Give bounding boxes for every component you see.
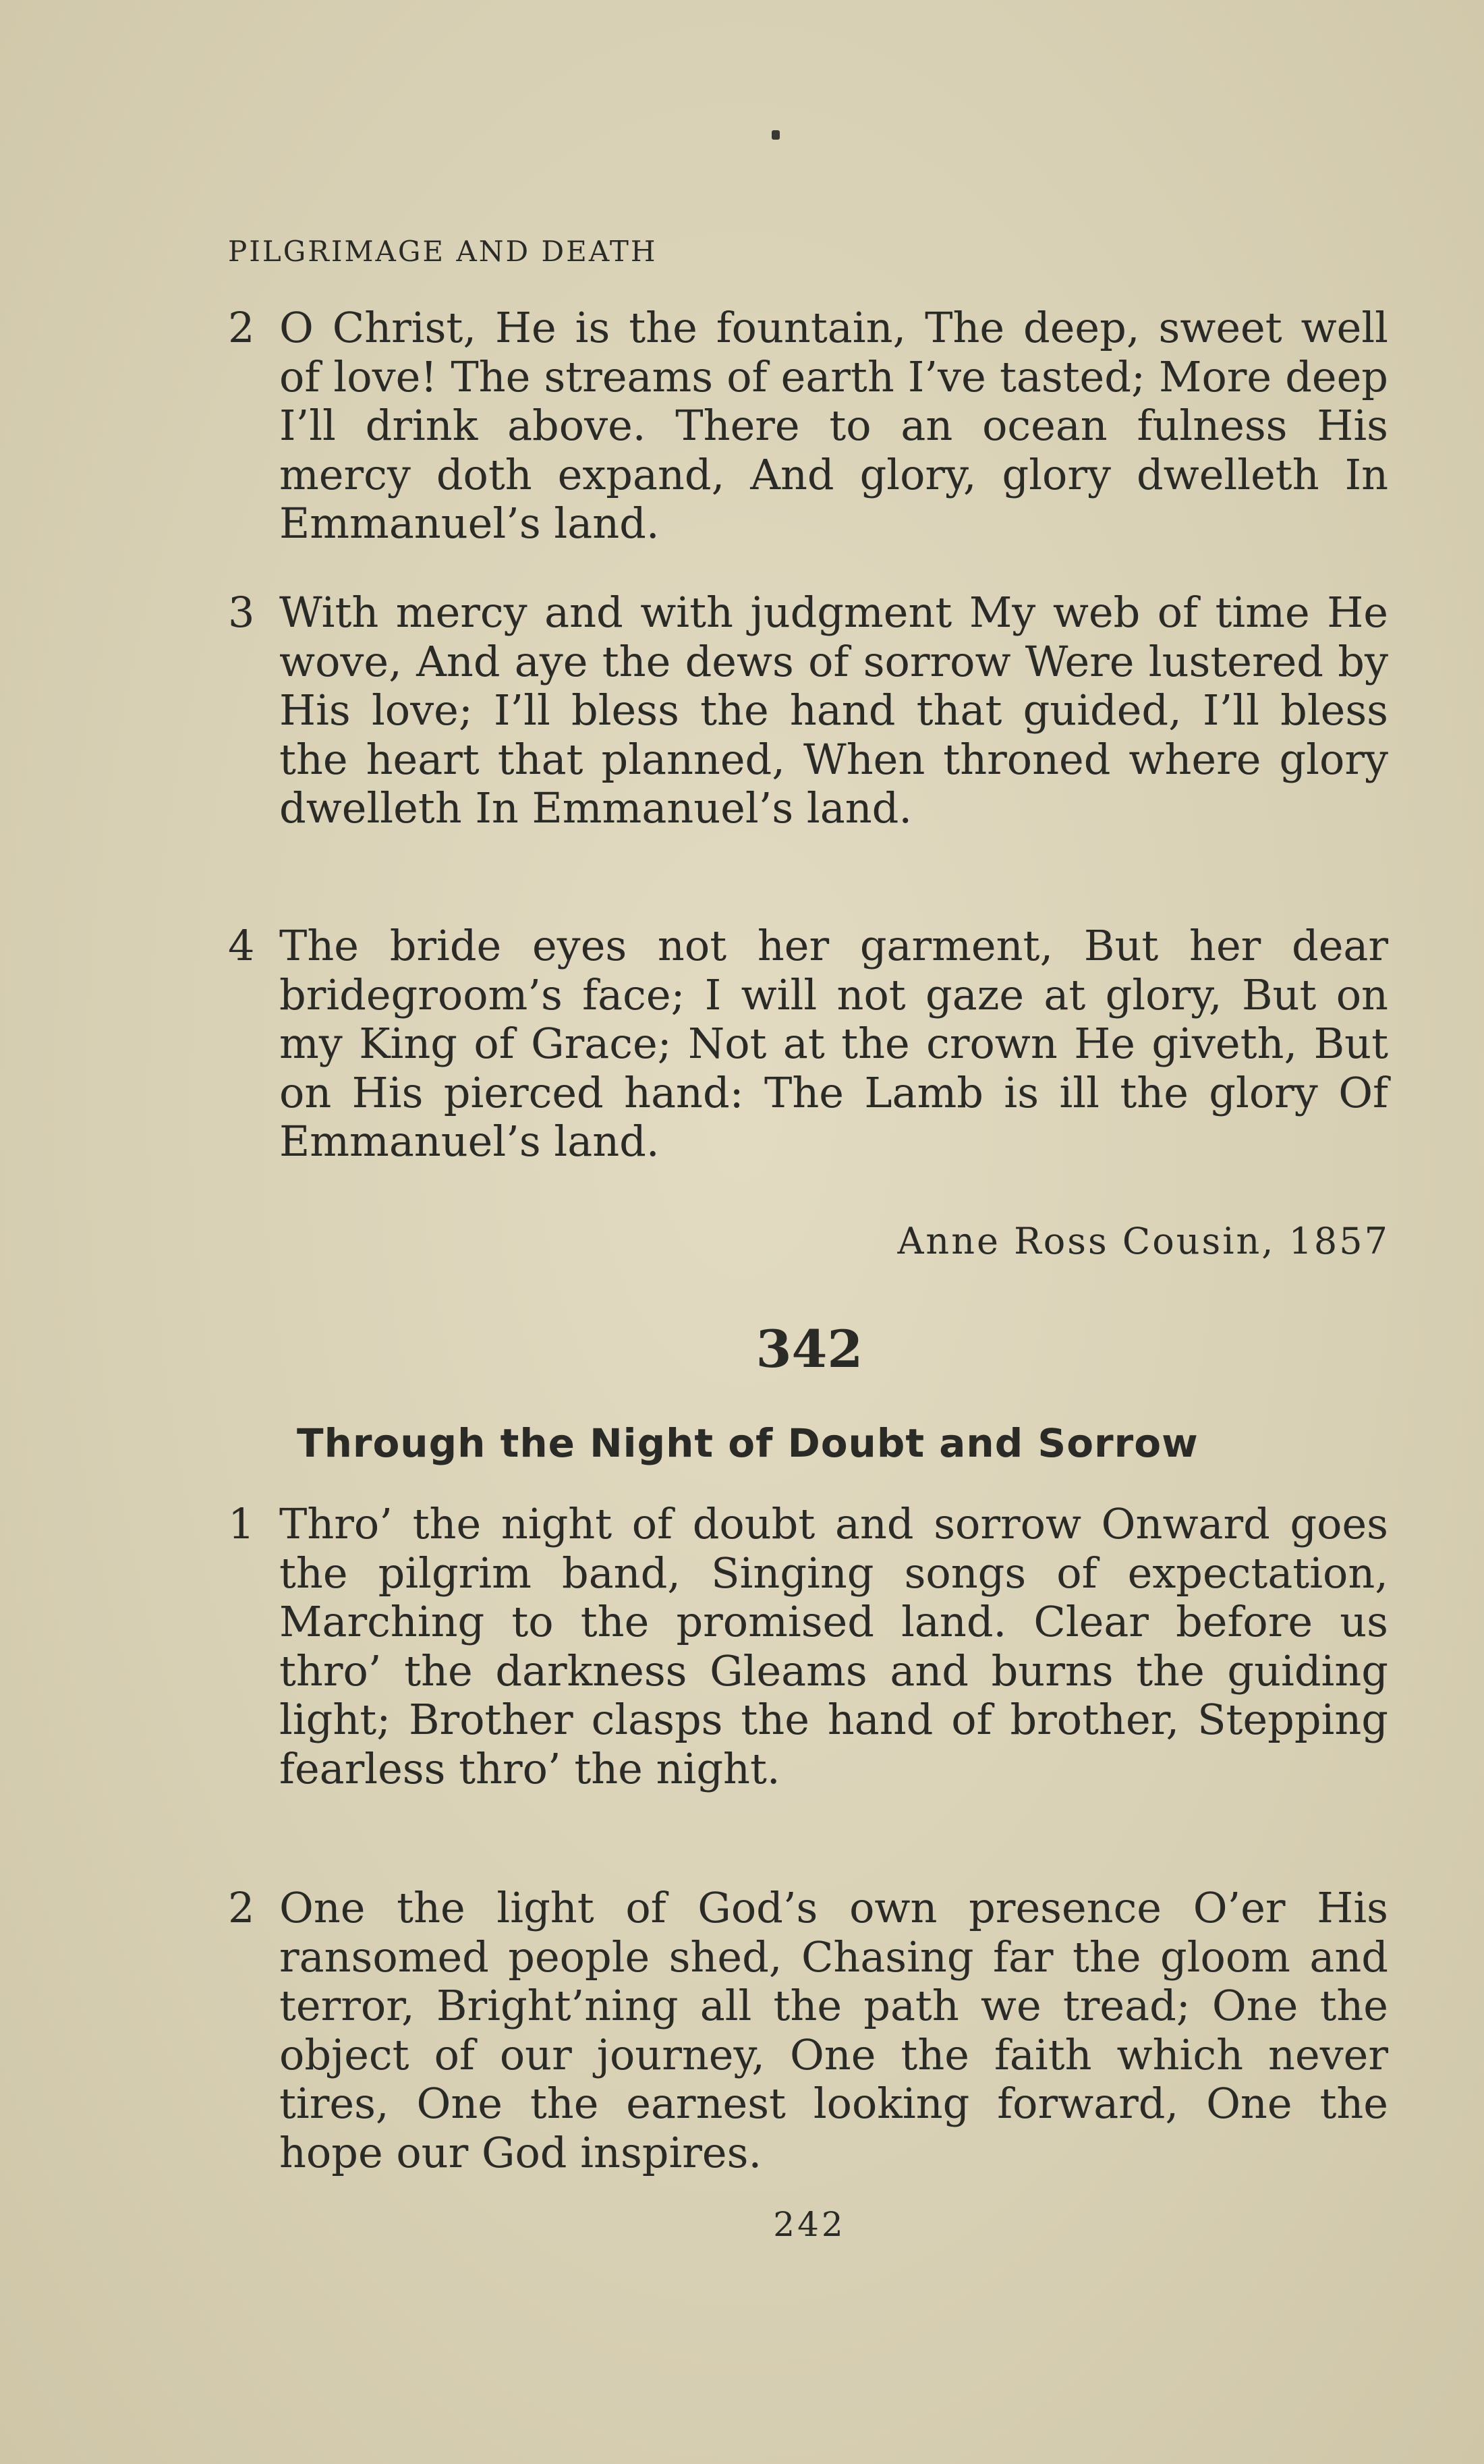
verse [228, 1884, 1388, 2177]
hymn-title: Through the Night of Doubt and Sorrow [297, 1420, 1199, 1466]
verse-number: 2 [228, 1883, 255, 1932]
verse-number: 3 [228, 588, 255, 637]
running-head: PILGRIMAGE AND DEATH [228, 235, 658, 268]
verse [228, 922, 1388, 1167]
hymn-number: 342 [755, 1319, 863, 1379]
verse [228, 304, 1388, 549]
page-number: 242 [773, 2205, 846, 2244]
verse-number: 1 [228, 1499, 255, 1548]
verse-number: 2 [228, 303, 255, 352]
print-mark [772, 130, 780, 140]
verse-text: O Christ, He is the fountain, The deep, sweet well of love! The streams of earth I’ve tasted; More deep I’ll drink above. There to an ocean fulness His mercy doth expand, And glory, glory dwelleth In Emmanuel’s land. [279, 303, 1388, 548]
verse-text: One the light of God’s own presence O’er His ransomed people shed, Chasing far the gloom and terror, Bright’ning all the path we tread; One the object of our journey, One the faith which never tires, One the earnest looking forward, One the hope our God inspires. [279, 1883, 1388, 2177]
verse [228, 1500, 1388, 1793]
verse-number: 4 [228, 921, 255, 970]
verse-text: With mercy and with judgment My web of time He wove, And aye the dews of sorrow Were lustered by His love; I’ll bless the hand that guided, I’ll bless the heart that planned, When throned where glory dwelleth In Emmanuel’s land. [279, 588, 1388, 833]
hymn-author: Anne Ross Cousin, 1857 [897, 1220, 1390, 1262]
verse [228, 588, 1388, 833]
verse-text: The bride eyes not her garment, But her dear bridegroom’s face; I will not gaze at glory, But on my King of Grace; Not at the crown He giveth, But on His pierced hand: The Lamb is ill the glory Of Emmanuel’s land. [279, 921, 1388, 1166]
verse-text: Thro’ the night of doubt and sorrow Onward goes the pilgrim band, Singing songs of expectation, Marching to the promised land. Clear before us thro’ the darkness Gleams and burns the guiding light; Brother clasps the hand of brother, Stepping fearless thro’ the night. [279, 1499, 1388, 1793]
